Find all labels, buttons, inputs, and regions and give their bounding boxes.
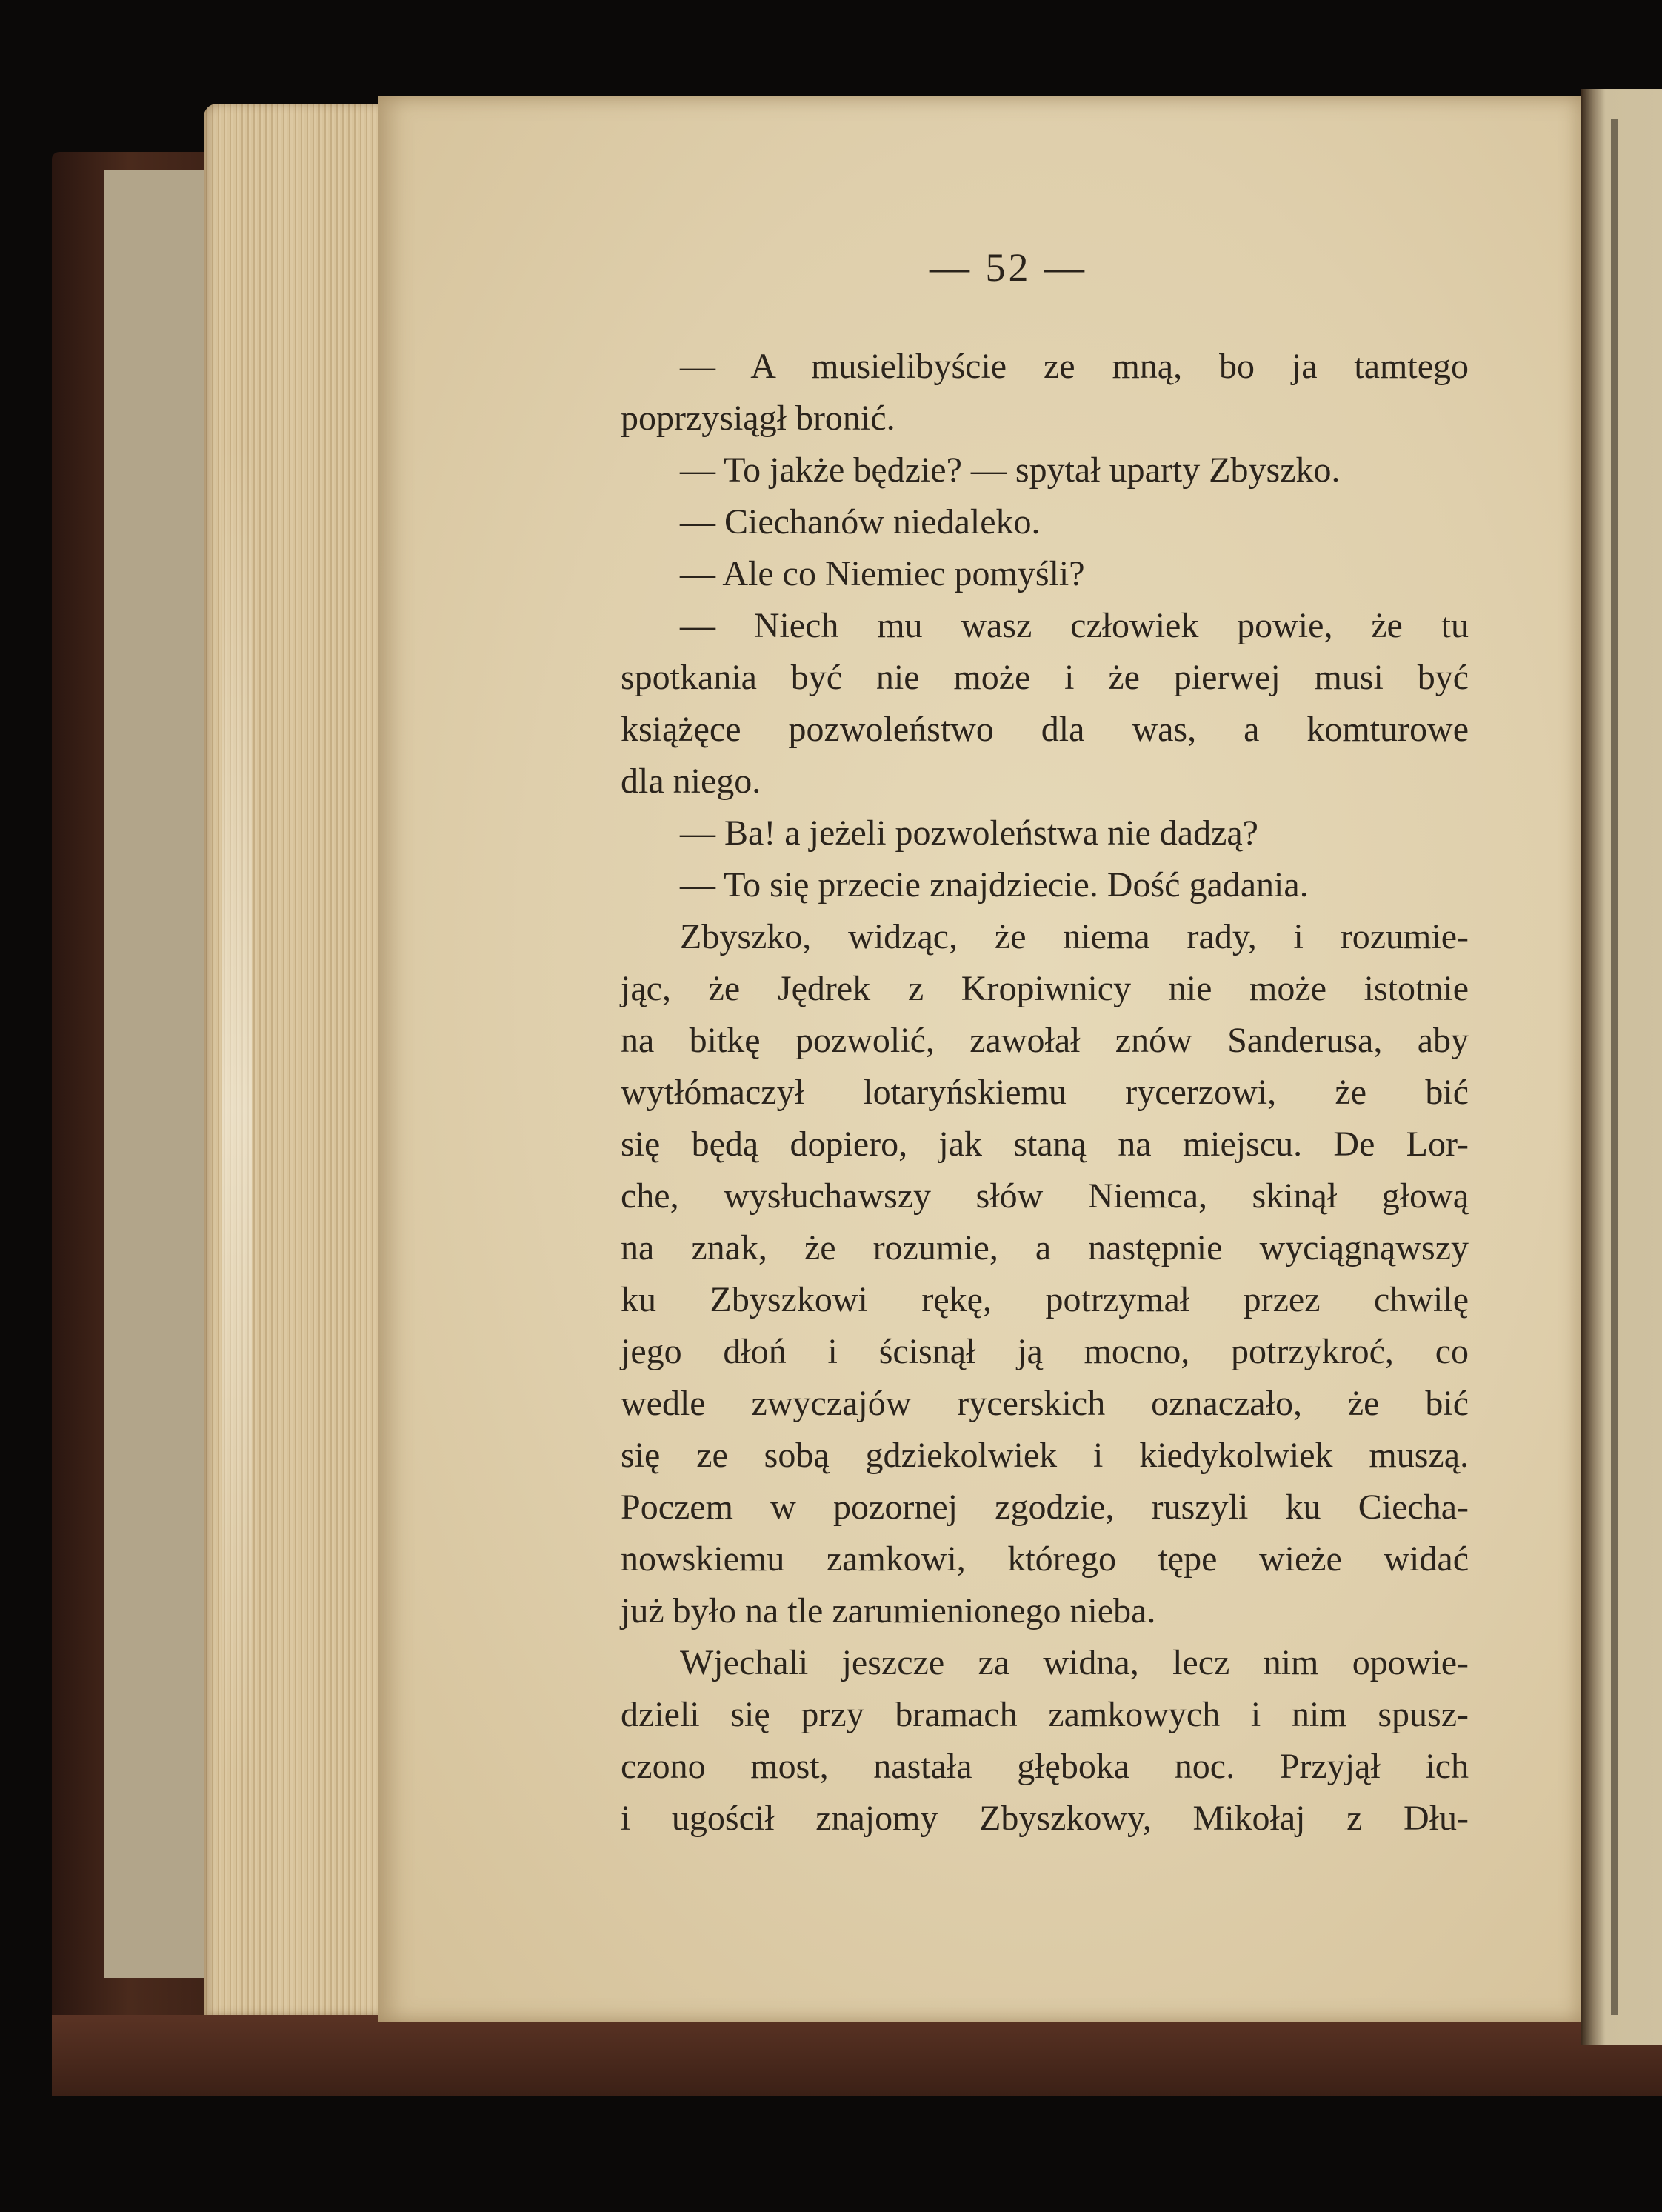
text-line: na znak, że rozumie, a następnie wyciągnąwszy	[621, 1228, 1469, 1267]
text-line: jąc, że Jędrek z Kropiwnicy nie może istotnie	[621, 969, 1469, 1008]
book-cover-bottom	[52, 2015, 1662, 2096]
text-line: — A musielibyście ze mną, bo ja tamtego	[680, 347, 1469, 386]
text-line: już było na tle zarumienionego nieba.	[621, 1591, 1156, 1630]
text-line: nowskiemu zamkowi, którego tępe wieże widać	[621, 1539, 1469, 1579]
text-line: wytłómaczył lotaryńskiemu rycerzowi, że bić	[621, 1073, 1469, 1112]
text-line: Poczem w pozornej zgodzie, ruszyli ku Ciecha-	[621, 1488, 1469, 1527]
text-line: i ugościł znajomy Zbyszkowy, Mikołaj z Dłu-	[621, 1799, 1469, 1838]
text-line: się będą dopiero, jak staną na miejscu. De Lor-	[621, 1125, 1469, 1164]
text-line: wedle zwyczajów rycerskich oznaczało, że bić	[621, 1384, 1469, 1423]
text-line: — To jakże będzie? — spytał uparty Zbyszko.	[680, 450, 1341, 490]
text-line: — Niech mu wasz człowiek powie, że tu	[680, 606, 1469, 645]
text-line: che, wysłuchawszy słów Niemca, skinął głową	[621, 1176, 1469, 1216]
text-line: na bitkę pozwolić, zawołał znów Sanderusa, aby	[621, 1021, 1469, 1060]
text-line: — To się przecie znajdziecie. Dość gadania.	[680, 865, 1309, 905]
text-line: poprzysiągł bronić.	[621, 399, 895, 438]
text-line: Wjechali jeszcze za widna, lecz nim opowie-	[680, 1643, 1469, 1682]
text-line: ku Zbyszkowi rękę, potrzymał przez chwilę	[621, 1280, 1469, 1319]
binding-crease	[1611, 119, 1618, 2015]
text-line: książęce pozwoleństwo dla was, a komturowe	[621, 710, 1469, 749]
page-number: — 52 —	[930, 245, 1087, 290]
page-edges-highlight	[222, 444, 252, 1778]
text-line: czono most, nastała głęboka noc. Przyjął ich	[621, 1747, 1469, 1786]
text-line: — Ciechanów niedaleko.	[680, 502, 1041, 542]
text-line: — Ba! a jeżeli pozwoleństwa nie dadzą?	[680, 813, 1258, 853]
next-page-sliver	[1581, 89, 1662, 2045]
text-line: dzieli się przy bramach zamkowych i nim spusz-	[621, 1695, 1469, 1734]
text-line: się ze sobą gdziekolwiek i kiedykolwiek muszą.	[621, 1436, 1469, 1475]
text-line: dla niego.	[621, 762, 761, 801]
page-text	[621, 341, 1469, 1845]
text-line: spotkania być nie może i że pierwej musi być	[621, 658, 1469, 697]
text-line: Zbyszko, widząc, że niema rady, i rozumie-	[680, 917, 1469, 956]
text-line: jego dłoń i ścisnął ją mocno, potrzykroć, co	[621, 1332, 1469, 1371]
text-line: — Ale co Niemiec pomyśli?	[680, 554, 1085, 593]
